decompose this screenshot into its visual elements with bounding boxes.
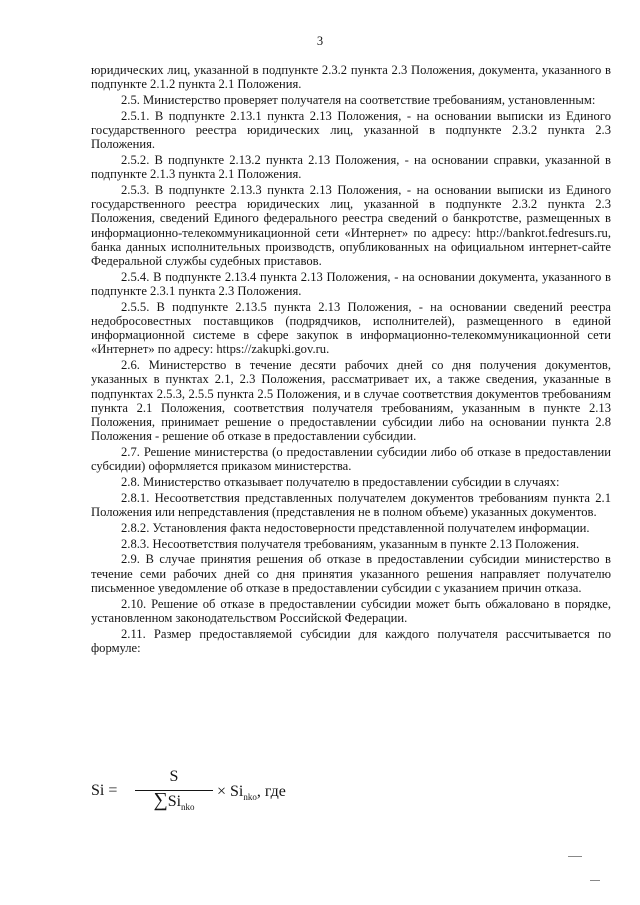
paragraph-2-8-2: 2.8.2. Установления факта недостоверности представленной получателем информации. bbox=[121, 520, 590, 535]
formula-lhs: Si = bbox=[91, 782, 118, 799]
denominator-var: Si bbox=[167, 793, 182, 810]
formula-fraction bbox=[135, 770, 213, 814]
denominator-sub: nko bbox=[181, 802, 195, 813]
rhs-sub: nko bbox=[243, 792, 257, 803]
paragraph-2-6: 2.6. Министерство в течение десяти рабочих дней со дня получения документов, указанных в пунктах 2.1, 2.3 Положения, рассматривает их, а также сведения, указанные в подпунктах 2.5.3, 2.5.5 пункта 2.5 Положения, и в случае соответствия документов требованиям пункта 2.1 Положения, соответствия получателя требованиям, указанным в пункте 2.13 Положения, принимает решение о предоставлении субсидии либо на основании пункта 2.8 Положения - решение об отказе в предоставлении субсидии. bbox=[91, 358, 611, 444]
formula-denominator bbox=[135, 789, 213, 814]
paragraph-2-5: 2.5. Министерство проверяет получателя на соответствие требованиям, установленным: bbox=[121, 93, 596, 107]
paragraph-2-5-5: 2.5.5. В подпункте 2.13.5 пункта 2.13 Положения, - на основании сведений реестра недобросовестных поставщиков (подрядчиков, исполнителей), размещенного в единой информационной системе в сфере закупок в информационно-телекоммуникационной сети «Интернет» по адресу: https://zakupki.gov.ru. bbox=[91, 299, 611, 357]
paragraph-2-11: 2.11. Размер предоставляемой субсидии для каждого получателя рассчитывается по формуле: bbox=[91, 626, 611, 655]
fraction-bar bbox=[135, 790, 213, 791]
paragraph-2-5-3: 2.5.3. В подпункте 2.13.3 пункта 2.13 Положения, - на основании выписки из Единого государственного реестра юридических лиц, указанной в подпункте 2.3.2 пункта 2.3 Положения, сведений Единого федерального реестра сведений о банкротстве, размещенных в информационно-телекоммуникационной сети «Интернет» по адресу: http://bankrot.fedresurs.ru, банка данных исполнительных производств, опубликованных на официальном интернет-сайте Федеральной службы судебных приставов. bbox=[91, 183, 611, 269]
sum-symbol: ∑ bbox=[153, 789, 168, 811]
paragraph-2-7: 2.7. Решение министерства (о предоставлении субсидии либо об отказе в предоставлении субсидии) оформляется приказом министерства. bbox=[91, 445, 611, 474]
paragraph-2-10: 2.10. Решение об отказе в предоставлении субсидии может быть обжаловано в порядке, установленном законодательством Российской Федерации. bbox=[91, 596, 611, 625]
paragraph-2-8-3: 2.8.3. Несоответствия получателя требованиям, указанным в пункте 2.13 Положения. bbox=[121, 536, 580, 551]
document-body bbox=[91, 63, 611, 657]
formula-numerator: S bbox=[169, 768, 179, 785]
paragraph-continuation: юридических лиц, указанной в подпункте 2.3.2 пункта 2.3 Положения, документа, указанного в подпункте 2.1.2 пункта 2.1 Положения. bbox=[91, 63, 611, 92]
subsidy-formula bbox=[91, 770, 391, 830]
formula-rhs bbox=[217, 785, 286, 804]
formula-tail: , где bbox=[256, 783, 286, 800]
paragraph-2-5-1: 2.5.1. В подпункте 2.13.1 пункта 2.13 Положения, - на основании выписки из Единого государственного реестра юридических лиц, указанной в подпункте 2.3.2 пункта 2.3 Положения. bbox=[91, 108, 611, 152]
scan-mark bbox=[568, 856, 582, 857]
paragraph-2-8-1: 2.8.1. Несоответствия представленных получателем документов требованиям пункта 2.1 Положения или непредставления (представления не в полном объеме) указанных документов. bbox=[91, 490, 611, 520]
paragraph-2-5-2: 2.5.2. В подпункте 2.13.2 пункта 2.13 Положения, - на основании справки, указанной в подпункте 2.1.3 пункта 2.1 Положения. bbox=[91, 153, 611, 182]
paragraph-2-9: 2.9. В случае принятия решения об отказе в предоставлении субсидии министерство в течение семи рабочих дней со дня принятия указанного решения направляет получателю письменное уведомление об отказе в предоставлении субсидии с указанием причин отказа. bbox=[91, 552, 611, 595]
scan-mark bbox=[590, 880, 600, 881]
rhs-var: Si bbox=[230, 783, 244, 800]
paragraph-2-5-4: 2.5.4. В подпункте 2.13.4 пункта 2.13 Положения, - на основании документа, указанного в подпункте 2.3.1 пункта 2.3 Положения. bbox=[91, 269, 611, 299]
times-symbol: × bbox=[217, 783, 227, 800]
paragraph-2-8: 2.8. Министерство отказывает получателю в предоставлении субсидии в случаях: bbox=[121, 475, 560, 490]
page-number: 3 bbox=[316, 34, 324, 48]
